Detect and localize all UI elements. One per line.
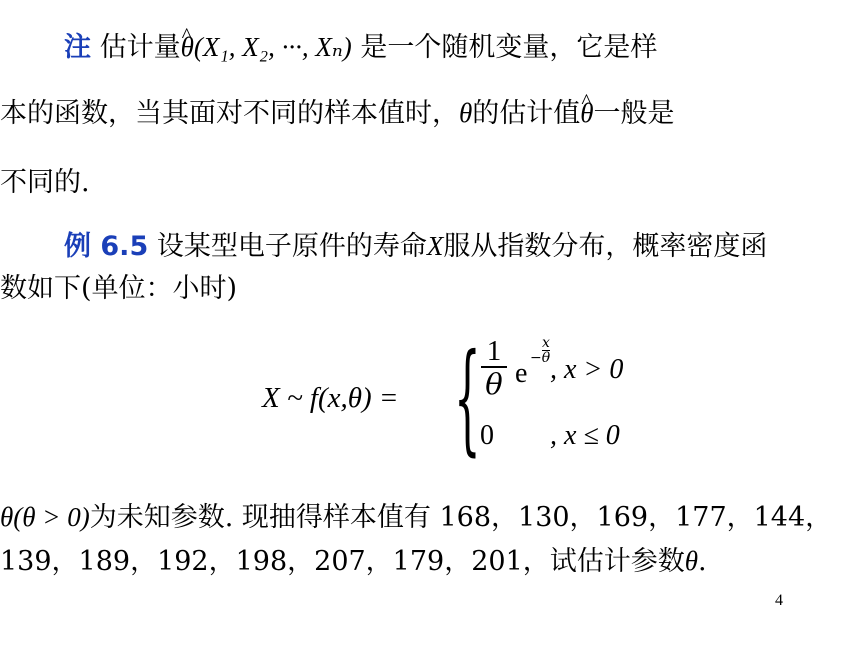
theta-hat-symbol: ^ θ bbox=[181, 30, 194, 64]
case1-numerator: 1 bbox=[486, 335, 502, 367]
note-line-2 bbox=[0, 96, 675, 131]
conclusion-period: . bbox=[698, 546, 707, 577]
case2-value: 0 bbox=[480, 420, 494, 451]
exp-num: x bbox=[542, 335, 550, 351]
conclusion-theta: θ bbox=[0, 502, 14, 532]
conclusion-line-2 bbox=[0, 544, 707, 579]
note-text-after: 是一个随机变量，它是样 bbox=[360, 32, 658, 63]
page-number: 4 bbox=[775, 592, 783, 609]
note-line-3 bbox=[0, 166, 90, 200]
case1-condition: , x > 0 bbox=[550, 354, 624, 385]
theta-symbol: θ bbox=[459, 98, 473, 128]
exp-den: θ bbox=[541, 350, 551, 366]
example-line-1-text: 设某型电子原件的寿命 bbox=[156, 231, 427, 262]
example-label: 例 6.5 bbox=[64, 231, 149, 262]
case2-condition: , x ≤ 0 bbox=[550, 420, 620, 451]
conclusion-condition: (θ > 0) bbox=[13, 502, 90, 532]
formula-brace: { bbox=[454, 329, 481, 468]
example-line-2-text: 数如下(单位：小时) bbox=[0, 273, 238, 304]
note-line-2-c: 一般是 bbox=[593, 98, 675, 129]
example-var: X bbox=[426, 231, 444, 261]
example-line-2 bbox=[0, 272, 237, 306]
estimator-args: (X₁, X₂, ···, Xₙ) bbox=[193, 32, 352, 62]
note-line-2-b: 的估计值 bbox=[472, 98, 581, 129]
exp-base: e bbox=[515, 358, 528, 389]
density-formula bbox=[262, 329, 642, 482]
note-line-1 bbox=[64, 30, 657, 65]
formula-lhs: X ~ f(x,θ) = bbox=[262, 382, 399, 414]
example-line-1-b: 服从指数分布，概率密度函 bbox=[443, 231, 768, 262]
note-line-3-text: 不同的. bbox=[0, 167, 90, 198]
conclusion-line-1 bbox=[0, 500, 832, 535]
note-label: 注 bbox=[64, 32, 91, 63]
exp-superscript: $-\frac{x}{\theta}$ bbox=[530, 335, 551, 366]
example-line-1 bbox=[64, 229, 767, 264]
conclusion-line-2-text: 139，189，192，198，207，179，201，试估计参数 bbox=[0, 546, 685, 577]
case1-denominator: θ bbox=[485, 367, 503, 401]
conclusion-theta-2: θ bbox=[684, 546, 699, 576]
theta-hat-symbol-2: ^ θ bbox=[580, 96, 593, 130]
conclusion-line-1-text: 为未知参数. 现抽得样本值有 168，130，169，177，144， bbox=[89, 502, 833, 533]
note-line-2-a: 本的函数，当其面对不同的样本值时， bbox=[0, 98, 459, 129]
note-text-before: 估计量 bbox=[99, 32, 181, 63]
case1-fraction bbox=[479, 336, 509, 400]
